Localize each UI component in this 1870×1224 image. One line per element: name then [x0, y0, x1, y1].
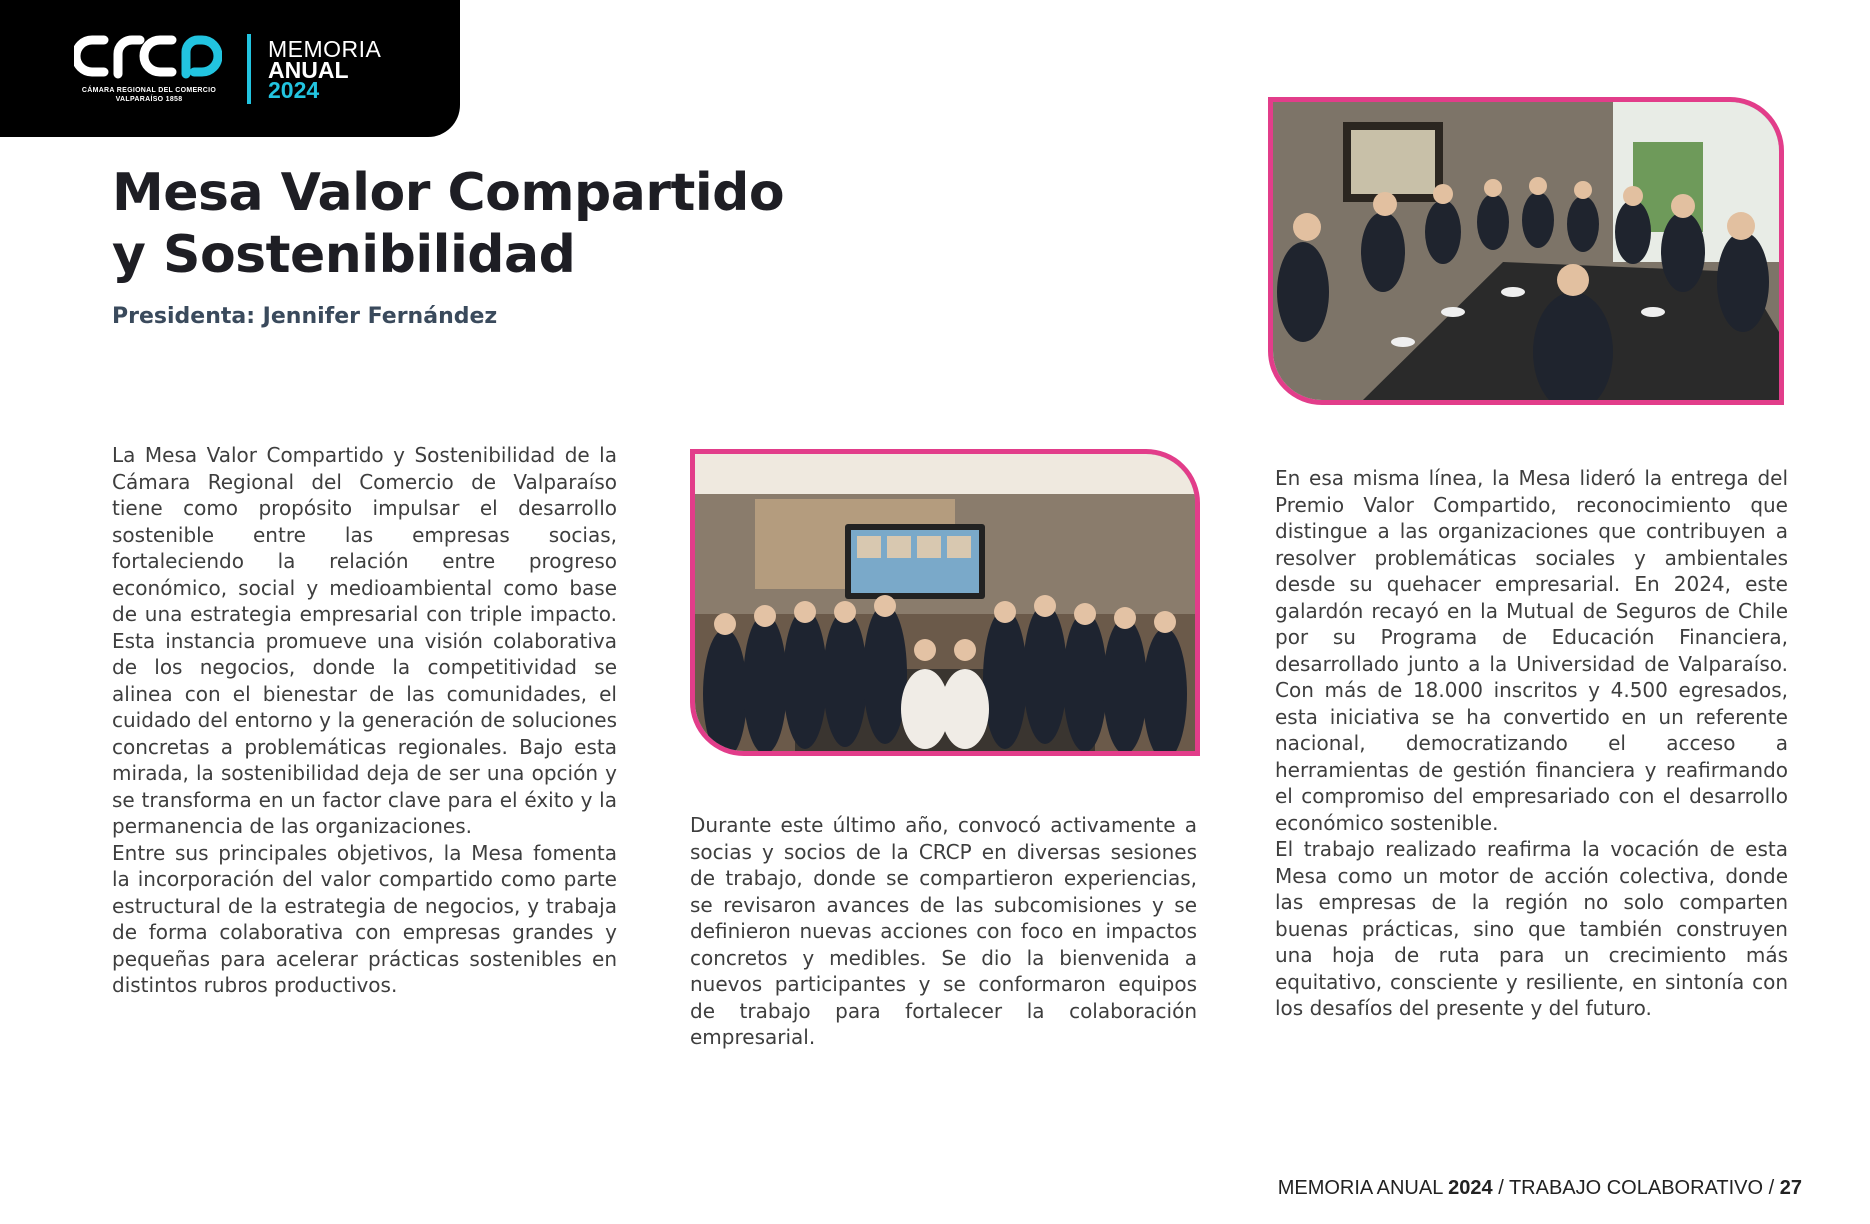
header-brand-block — [0, 0, 460, 137]
title-line-1: Mesa Valor Compartido — [112, 163, 785, 223]
column-1 — [112, 442, 617, 999]
meeting-table-photo — [1268, 97, 1784, 405]
group-photo-illustration — [695, 454, 1195, 751]
column-2 — [690, 812, 1197, 1051]
column-2-paragraph-1: Durante este último año, convocó activamente a socias y socios de la CRCP en diversas sesiones de trabajo, donde se compartieron experiencias, se revisaron avances de las subcomisiones y se definieron nuevas acciones con foco en impactos concretos y medibles. Se dio la bienvenida a nuevos participantes y se conformaron equipos de trabajo para fortalecer la colaboración empresarial. — [690, 813, 1197, 1049]
title-line-2: y Sostenibilidad — [112, 225, 576, 285]
column-3-paragraph-1: En esa misma línea, la Mesa lideró la entrega del Premio Valor Compartido, reconocimiento que distingue a las organizaciones que contribuyen a resolver problemáticas sociales y ambientales desde su quehacer empresarial. En 2024, este galardón recayó en la Mutual de Seguros de Chile por su Programa de Educación Financiera, desarrollado junto a la Universidad de Valparaíso. Con más de 18.000 inscritos y 4.500 egresados, esta iniciativa se ha convertido en un referente nacional, democratizando el acceso a herramientas de gestión financiera y reafirmando el compromiso del empresariado con el desarrollo económico sostenible. — [1275, 466, 1788, 835]
brand-memoria: MEMORIA — [268, 36, 382, 62]
president-subtitle: Presidenta: Jennifer Fernández — [112, 304, 498, 329]
page-number: 27 — [1779, 1177, 1802, 1199]
page-title — [112, 162, 784, 286]
footer-publication: MEMORIA ANUAL — [1277, 1177, 1449, 1199]
column-1-paragraph-2: Entre sus principales objetivos, la Mesa fomenta la incorporación del valor compartido como parte estructural de la estrategia de negocios, y trabaja de forma colaborativa con empresas grandes y pequeñas para acelerar prácticas sostenibles en distintos rubros productivos. — [112, 840, 617, 997]
column-3 — [1275, 465, 1788, 1022]
brand-anual: ANUAL — [268, 57, 349, 83]
footer-section: / TRABAJO COLABORATIVO / — [1492, 1177, 1780, 1199]
brand-divider — [247, 34, 251, 104]
crcp-logo — [74, 32, 222, 80]
group-meeting-photo — [690, 449, 1200, 756]
brand-year: 2024 — [268, 77, 320, 103]
column-3-paragraph-2: El trabajo realizado reafirma la vocación de esta Mesa como un motor de acción colectiva, donde las empresas de la región no solo comparten buenas prácticas, sino que también construyen una hoja de ruta para un crecimiento más equitativo, consciente y resiliente, en sintonía con los desafíos del presente y del futuro. — [1275, 837, 1788, 1020]
logo-caption: CÁMARA REGIONAL DEL COMERCIO VALPARAÍSO 1858 — [81, 87, 217, 103]
column-1-paragraph-1: La Mesa Valor Compartido y Sostenibilidad de la Cámara Regional del Comercio de Valparaíso tiene como propósito impulsar el desarrollo sostenible entre las empresas socias, fortaleciendo la relación entre progreso económico, social y medioambiental como base de una estrategia empresarial con triple impacto. Esta instancia promueve una visión colaborativa de los negocios, donde la competitividad se alinea con el bienestar de las comunidades, el cuidado del entorno y la generación de soluciones concretas a problemáticas regionales. Bajo esta mirada, la sostenibilidad deja de ser una opción y se transforma en un factor clave para el éxito y la permanencia de las organizaciones. — [112, 443, 617, 838]
footer-year: 2024 — [1448, 1177, 1493, 1199]
page-footer — [1278, 1177, 1802, 1200]
meeting-photo-illustration — [1273, 102, 1779, 400]
